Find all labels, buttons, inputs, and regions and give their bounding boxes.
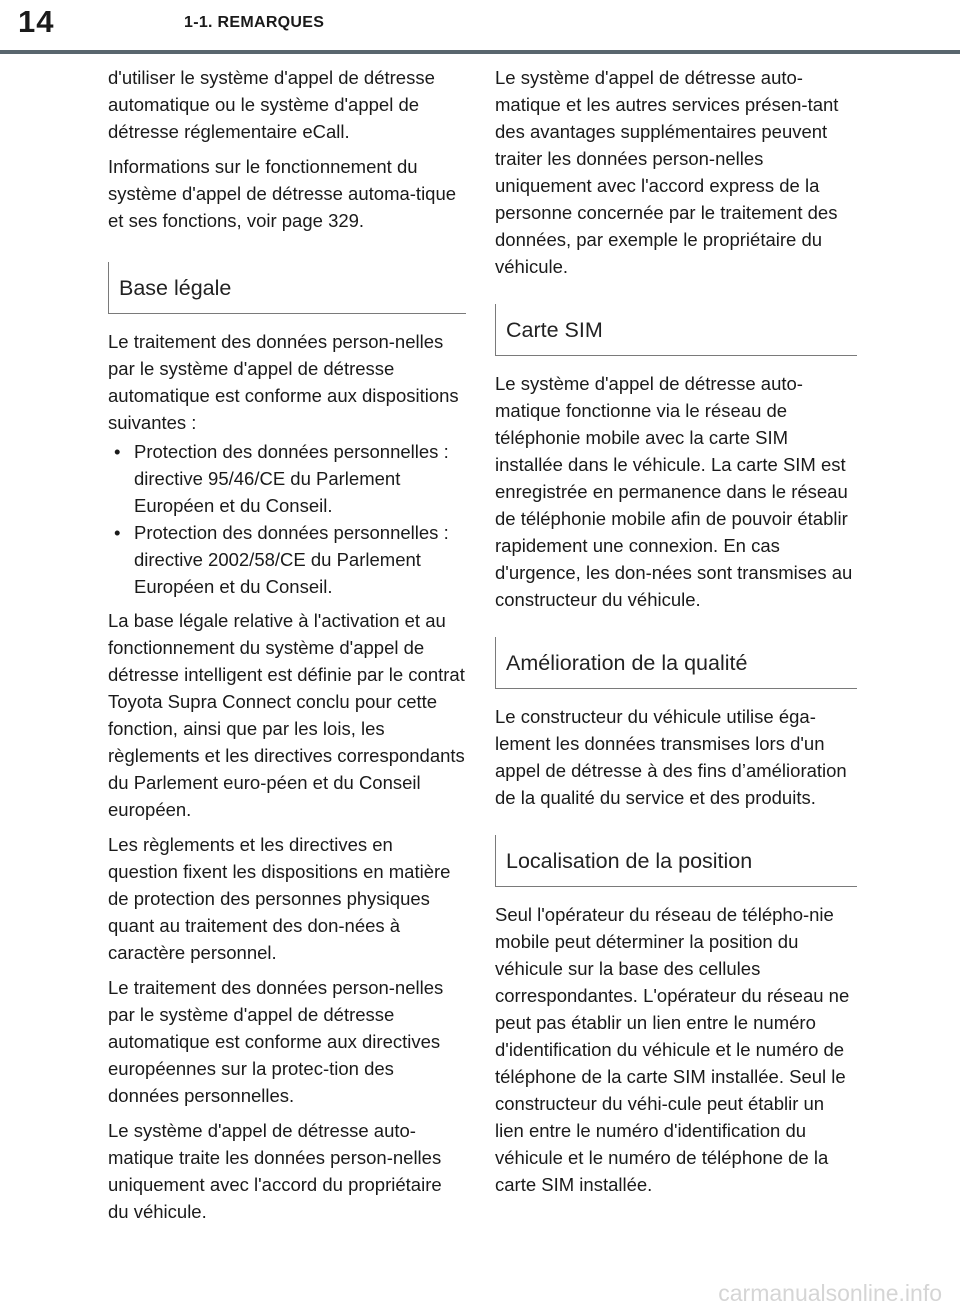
section-heading-amelioration-qualite: Amélioration de la qualité xyxy=(495,637,857,689)
paragraph: Informations sur le fonctionnement du système d'appel de détresse automa-tique et ses fonctions, voir page 329. xyxy=(108,156,457,231)
paragraph: Le système d'appel de détresse auto-matique et les autres services présen-tant des avantages supplémentaires peuvent traiter les données person-nelles uniquement avec l'accord express de la personne concernée par le traitement des données, par exemple le propriétaire du véhicule. xyxy=(495,67,839,277)
section-title: 1-1. REMARQUES xyxy=(184,14,325,31)
page-header xyxy=(0,0,960,54)
paragraph: Les règlements et les directives en question fixent les dispositions en matière de protection des personnes physiques quant au traitement des don-nées à caractère personnel. xyxy=(108,834,451,963)
section-heading-localisation-position: Localisation de la position xyxy=(495,835,857,887)
section-heading-base-legale: Base légale xyxy=(108,262,466,314)
header-divider xyxy=(0,50,960,54)
left-column xyxy=(108,64,466,1233)
paragraph: La base légale relative à l'activation et au fonctionnement du système d'appel de détresse intelligent est définie par le contrat Toyota Supra Connect conclu pour cette fonction, ainsi que par les lois, les règlements et les directives correspondants du Parlement euro-péen et du Conseil européen. xyxy=(108,610,465,820)
paragraph: Le constructeur du véhicule utilise éga-lement les données transmises lors d'un appel de détresse à des fins d’amélioration de la qualité du service et des produits. xyxy=(495,706,847,808)
watermark-text: carmanualsonline.info xyxy=(718,1280,942,1306)
right-column xyxy=(495,64,857,1206)
list-item: • Protection des données personnelles : directive 2002/58/CE du Parlement Européen et du Conseil. xyxy=(108,519,466,600)
paragraph: Le système d'appel de détresse auto-matique fonctionne via le réseau de téléphonie mobile avec la carte SIM installée dans le véhicule. La carte SIM est enregistrée en permanence dans le réseau de téléphonie mobile afin de pouvoir établir rapidement une connexion. En cas d'urgence, les don-nées sont transmises au constructeur du véhicule. xyxy=(495,373,853,610)
list-item: • Protection des données personnelles : directive 95/46/CE du Parlement Européen et du Conseil. xyxy=(108,438,466,519)
paragraph: d'utiliser le système d'appel de détresse automatique ou le système d'appel de détresse réglementaire eCall. xyxy=(108,67,435,142)
paragraph: Le traitement des données person-nelles par le système d'appel de détresse automatique est conforme aux directives européennes sur la protec-tion des données personnelles. xyxy=(108,977,444,1106)
paragraph: Seul l'opérateur du réseau de télépho-nie mobile peut déterminer la position du véhicule sur la base des cellules correspondantes. L'opérateur du réseau ne peut pas établir un lien entre le numéro d'identification du véhicule et le numéro de téléphone de la carte SIM installée. Seul le constructeur du véhi-cule peut établir un lien entre le numéro d'identification du véhicule et le numéro de téléphone de la carte SIM installée. xyxy=(495,904,850,1195)
paragraph: Le traitement des données person-nelles par le système d'appel de détresse automatique est conforme aux dispositions suivantes : xyxy=(108,331,459,433)
section-heading-carte-sim: Carte SIM xyxy=(495,304,857,356)
bullet-list xyxy=(108,438,466,600)
page-number: 14 xyxy=(18,4,55,39)
paragraph: Le système d'appel de détresse auto-matique traite les données person-nelles uniquement avec l'accord du propriétaire du véhicule. xyxy=(108,1120,442,1222)
